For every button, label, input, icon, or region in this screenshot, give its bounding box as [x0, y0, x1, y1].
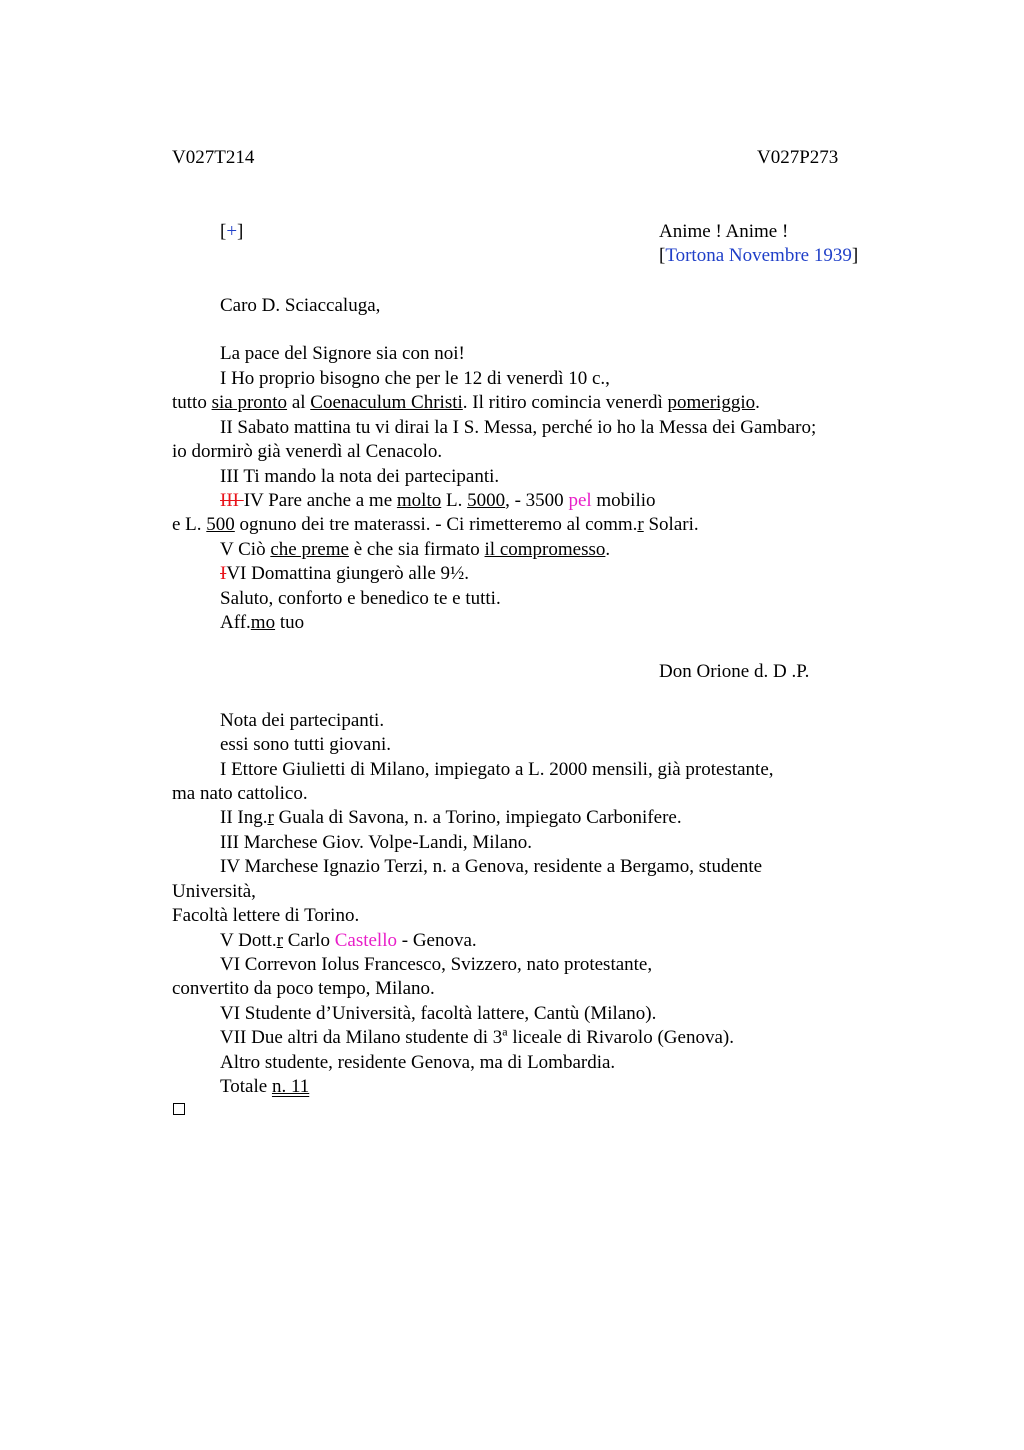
paragraph-3: III Ti mando la nota dei partecipanti. — [220, 466, 500, 487]
list-item: I Ettore Giulietti di Milano, impiegato a L. 2000 mensili, già protestante, — [220, 759, 774, 780]
salutation: Caro D. Sciaccaluga, — [220, 295, 381, 316]
paragraph-4-line-1: III IV Pare anche a me molto L. 5000, - 3500 pel mobilio — [220, 490, 656, 511]
place-date: [Tortona Novembre 1939] — [659, 245, 859, 266]
signature: Don Orione d. D .P. — [659, 661, 810, 682]
list-item: V Dott.r Carlo Castello - Genova. — [220, 930, 477, 951]
list-item: convertito da poco tempo, Milano. — [172, 978, 435, 999]
list-total: Totale n. 11 — [220, 1076, 310, 1097]
paragraph-6: IVI Domattina giungerò alle 9½. — [220, 563, 470, 584]
paragraph-2-line-2: io dormirò già venerdì al Cenacolo. — [172, 441, 443, 462]
end-square-mark — [173, 1103, 185, 1115]
doc-code-left: V027T214 — [172, 147, 255, 168]
list-subtitle: essi sono tutti giovani. — [220, 734, 391, 755]
paragraph-2-line-1: II Sabato mattina tu vi dirai la I S. Messa, perché io ho la Messa dei Gambaro; — [220, 417, 817, 438]
closing-blessing: Saluto, conforto e benedico te e tutti. — [220, 588, 501, 609]
list-item: IV Marchese Ignazio Terzi, n. a Genova, residente a Bergamo, studente — [220, 856, 763, 877]
cross-mark: [+] — [220, 221, 244, 242]
closing-yours: Aff.mo tuo — [220, 612, 305, 633]
list-item: III Marchese Giov. Volpe-Landi, Milano. — [220, 832, 533, 853]
list-item: II Ing.r Guala di Savona, n. a Torino, impiegato Carbonifere. — [220, 807, 682, 828]
paragraph-5: V Ciò che preme è che sia firmato il compromesso. — [220, 539, 611, 560]
list-title: Nota dei partecipanti. — [220, 710, 385, 731]
paragraph-1-line-2: tutto sia pronto al Coenaculum Christi. Il ritiro comincia venerdì pomeriggio. — [172, 392, 760, 413]
paragraph-4-line-2: e L. 500 ognuno dei tre materassi. - Ci rimetteremo al comm.r Solari. — [172, 514, 699, 535]
list-item: VII Due altri da Milano studente di 3$^a$ liceale di Rivarolo (Genova). — [220, 1024, 734, 1048]
list-item: Università, — [172, 881, 256, 902]
list-item: VI Studente d’Università, facoltà lattere, Cantù (Milano). — [220, 1003, 657, 1024]
list-item: Altro studente, residente Genova, ma di Lombardia. — [220, 1052, 616, 1073]
list-item: Facoltà lettere di Torino. — [172, 905, 360, 926]
list-item: VI Correvon Iolus Francesco, Svizzero, nato protestante, — [220, 954, 653, 975]
greeting: La pace del Signore sia con noi! — [220, 343, 465, 364]
paragraph-1-line-1: I Ho proprio bisogno che per le 12 di venerdì 10 c., — [220, 368, 610, 389]
list-item: ma nato cattolico. — [172, 783, 308, 804]
motto: Anime ! Anime ! — [659, 221, 789, 242]
doc-code-right: V027P273 — [757, 147, 839, 168]
